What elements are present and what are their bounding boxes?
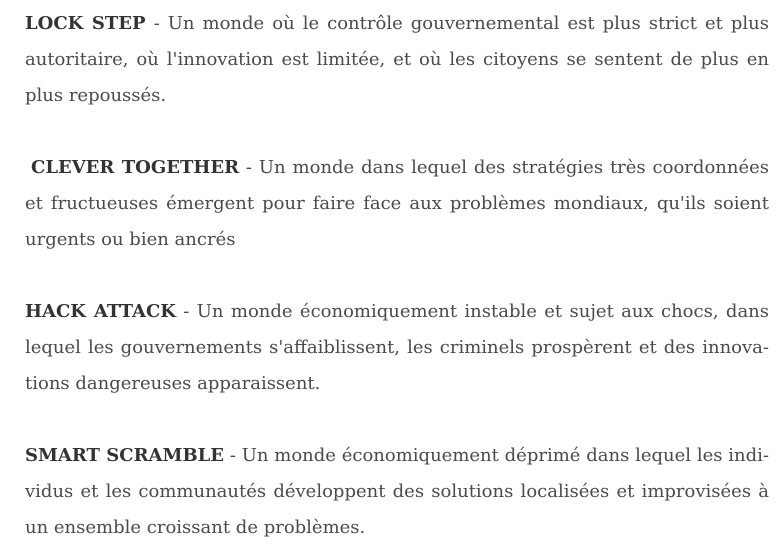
scenario-title: LOCK STEP — [25, 13, 146, 34]
scenario-description: Un monde dans lequel des stratégies très coordonnées et fructueuses émergent pour faire face aux problèmes mondiaux, qu'ils soient urgents ou bien ancrés — [25, 157, 770, 250]
scenario-document — [25, 6, 769, 546]
scenario-separator: - — [239, 157, 259, 178]
scenario-separator: - — [145, 13, 168, 34]
scenario-clever-together — [25, 150, 769, 258]
scenario-lock-step — [25, 6, 769, 114]
scenario-description: Un monde où le contrôle gouvernemental est plus strict et plus autoritaire, où l'innovation est limitée, et où les citoyens se sentent de plus en plus repoussés. — [25, 13, 769, 106]
scenario-title: CLEVER TOGETHER — [31, 157, 240, 178]
scenario-title: HACK ATTACK — [25, 301, 176, 322]
scenario-separator: - — [224, 445, 242, 466]
scenario-separator: - — [175, 301, 197, 322]
scenario-description: Un monde économiquement déprimé dans lequel les individus et les communautés développent des solutions localisées et improvisées à un ensemble croissant de problèmes. — [25, 445, 769, 538]
scenario-description: Un monde économiquement instable et sujet aux chocs, dans lequel les gouvernements s'affaiblissent, les criminels prospèrent et des innovations dangereuses apparaissent. — [25, 301, 769, 394]
scenario-smart-scramble — [25, 438, 769, 546]
scenario-hack-attack — [25, 294, 769, 402]
scenario-title: SMART SCRAMBLE — [25, 445, 225, 466]
